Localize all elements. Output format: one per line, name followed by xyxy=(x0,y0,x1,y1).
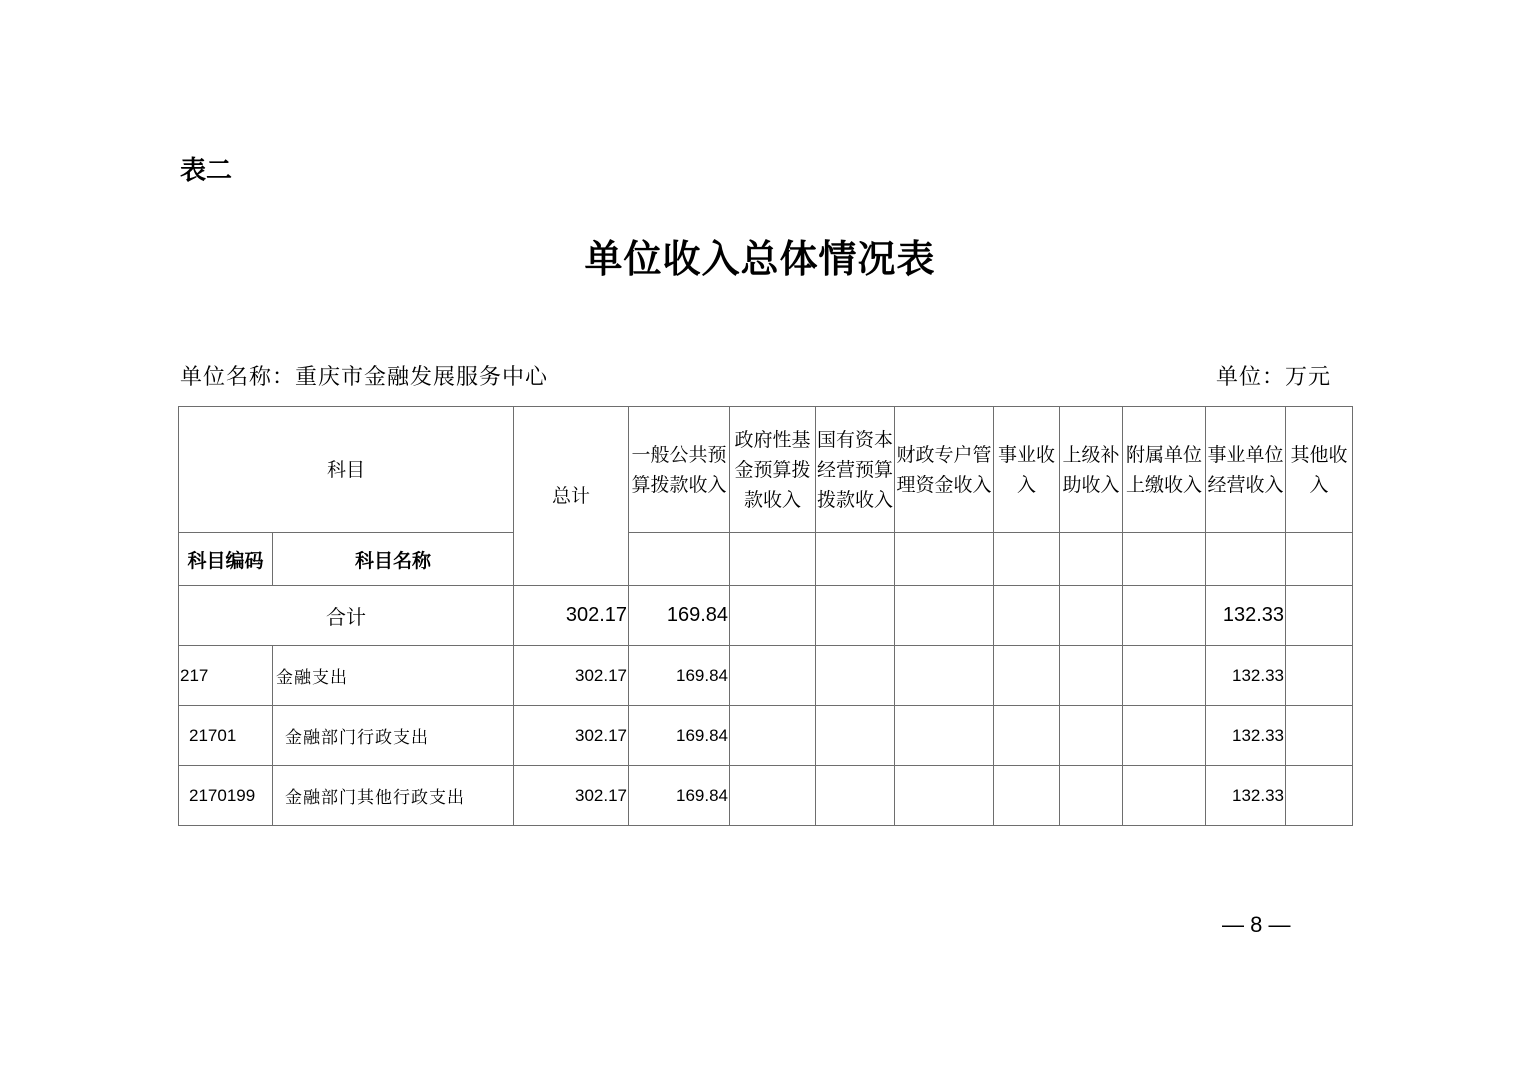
row-name: 金融部门行政支出 xyxy=(273,706,514,766)
empty-cell xyxy=(1123,766,1206,826)
row-general-public-budget: 169.84 xyxy=(629,766,730,826)
empty-cell xyxy=(1060,533,1123,586)
unit-name: 单位名称：重庆市金融发展服务中心 xyxy=(180,365,549,390)
empty-cell xyxy=(1123,706,1206,766)
empty-cell xyxy=(629,533,730,586)
empty-cell xyxy=(1286,586,1353,646)
empty-cell xyxy=(1123,586,1206,646)
empty-cell xyxy=(895,586,994,646)
empty-cell xyxy=(895,766,994,826)
empty-cell xyxy=(1286,766,1353,826)
empty-cell xyxy=(994,706,1060,766)
row-total: 302.17 xyxy=(514,766,629,826)
subheader-subject-name: 科目名称 xyxy=(273,533,514,586)
empty-cell xyxy=(816,706,895,766)
subheader-subject-code: 科目编码 xyxy=(179,533,273,586)
page-number: — 8 — xyxy=(1222,912,1291,937)
row-general-public-budget: 169.84 xyxy=(629,646,730,706)
total-label: 合计 xyxy=(179,586,514,646)
total-business-operation: 132.33 xyxy=(1206,586,1286,646)
empty-cell xyxy=(895,706,994,766)
empty-cell xyxy=(730,706,816,766)
empty-cell xyxy=(730,533,816,586)
header-business-operation: 事业单位经营收入 xyxy=(1206,407,1286,533)
empty-cell xyxy=(730,646,816,706)
empty-cell xyxy=(1123,646,1206,706)
table-row xyxy=(179,766,1353,826)
empty-cell xyxy=(1286,706,1353,766)
header-state-capital-budget: 国有资本经营预算拨款收入 xyxy=(816,407,895,533)
table-subheader-row xyxy=(179,533,1353,586)
header-general-public-budget: 一般公共预算拨款收入 xyxy=(629,407,730,533)
empty-cell xyxy=(895,646,994,706)
table-row xyxy=(179,706,1353,766)
row-code: 21701 xyxy=(179,706,273,766)
empty-cell xyxy=(816,586,895,646)
empty-cell xyxy=(1123,533,1206,586)
empty-cell xyxy=(816,533,895,586)
header-other-income: 其他收入 xyxy=(1286,407,1353,533)
empty-cell xyxy=(1206,533,1286,586)
row-business-operation: 132.33 xyxy=(1206,646,1286,706)
header-gov-fund-budget: 政府性基金预算拨款收入 xyxy=(730,407,816,533)
income-table xyxy=(178,406,1353,826)
empty-cell xyxy=(816,766,895,826)
row-code: 217 xyxy=(179,646,273,706)
empty-cell xyxy=(1060,766,1123,826)
empty-cell xyxy=(1060,586,1123,646)
header-fiscal-special-account: 财政专户管理资金收入 xyxy=(895,407,994,533)
empty-cell xyxy=(895,533,994,586)
header-superior-subsidy: 上级补助收入 xyxy=(1060,407,1123,533)
total-total: 302.17 xyxy=(514,586,629,646)
empty-cell xyxy=(994,766,1060,826)
row-code: 2170199 xyxy=(179,766,273,826)
table-total-row xyxy=(179,586,1353,646)
empty-cell xyxy=(816,646,895,706)
header-business-income: 事业收入 xyxy=(994,407,1060,533)
page-title: 单位收入总体情况表 xyxy=(584,236,936,281)
table-header-row xyxy=(179,407,1353,533)
empty-cell xyxy=(1060,706,1123,766)
empty-cell xyxy=(730,586,816,646)
row-total: 302.17 xyxy=(514,706,629,766)
empty-cell xyxy=(730,766,816,826)
row-business-operation: 132.33 xyxy=(1206,706,1286,766)
unit-measure: 单位：万元 xyxy=(1216,365,1332,390)
row-name: 金融部门其他行政支出 xyxy=(273,766,514,826)
empty-cell xyxy=(1286,533,1353,586)
table-row xyxy=(179,646,1353,706)
empty-cell xyxy=(1060,646,1123,706)
table-label: 表二 xyxy=(180,156,233,186)
header-subject: 科目 xyxy=(179,407,514,533)
row-name: 金融支出 xyxy=(273,646,514,706)
header-affiliated-remittance: 附属单位上缴收入 xyxy=(1123,407,1206,533)
row-general-public-budget: 169.84 xyxy=(629,706,730,766)
empty-cell xyxy=(994,646,1060,706)
row-total: 302.17 xyxy=(514,646,629,706)
empty-cell xyxy=(994,533,1060,586)
empty-cell xyxy=(1286,646,1353,706)
row-business-operation: 132.33 xyxy=(1206,766,1286,826)
empty-cell xyxy=(994,586,1060,646)
header-total: 总计 xyxy=(514,407,629,586)
total-general-public-budget: 169.84 xyxy=(629,586,730,646)
